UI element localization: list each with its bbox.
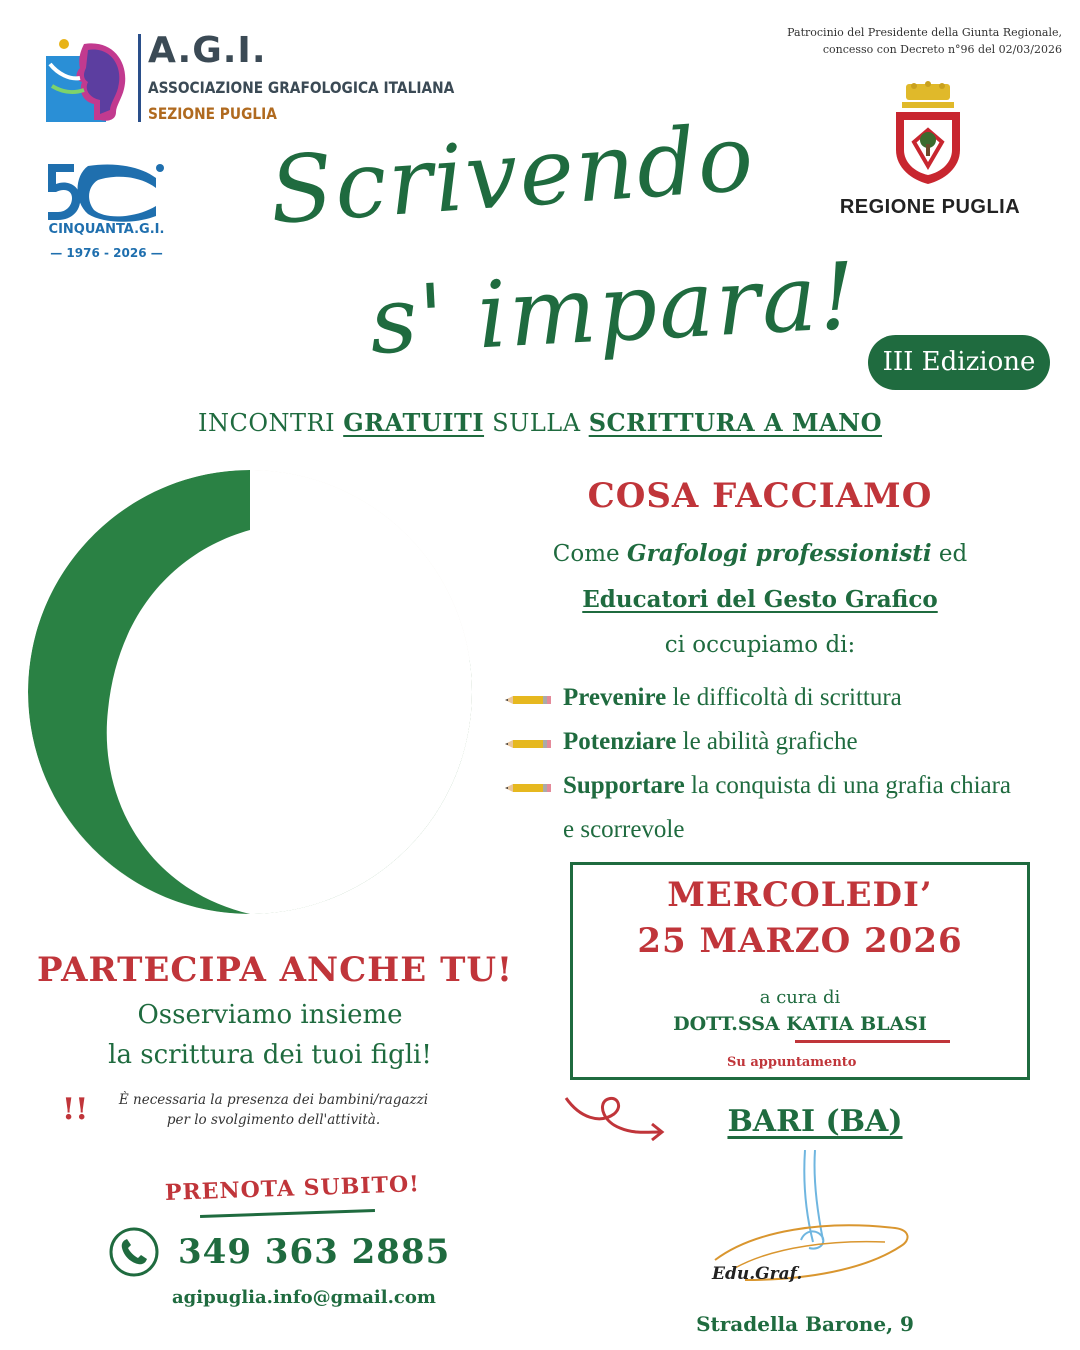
event-day: MERCOLEDI’ [667,875,933,915]
pencil-icon [505,694,551,706]
list-item [505,764,1025,852]
event-date: 25 MARZO 2026 [637,921,963,961]
alert-icon: !! [62,1092,89,1127]
street-address: Stradella Barone, 9 [696,1312,914,1336]
subtitle-bold-2: SCRITTURA A MANO [588,408,883,437]
patronage-note [742,24,1062,58]
intro-post: ed [931,541,968,567]
educators-line: Educatori del Gesto Grafico [582,586,938,613]
book-now-underline [200,1209,375,1218]
agi-section: SEZIONE PUGLIA [148,104,277,123]
region-name: REGIONE PUGLIA [839,196,1021,218]
presence-note-line-2: per lo svolgimento dell'attività. [166,1112,381,1128]
subtitle-part-1: INCONTRI [197,409,344,437]
agi-logo-separator [138,34,141,122]
list-item [505,720,1025,764]
agi-full-name: ASSOCIAZIONE GRAFOLOGICA ITALIANA [148,78,455,97]
cinquant-label: CINQUANTA.G.I. [48,222,165,237]
activity-bold: Prevenire [563,684,667,711]
patronage-line-2: concesso con Decreto n°96 del 02/03/2026 [822,43,1062,56]
subtitle-bold-1: GRATUITI [343,408,485,437]
title-line-2: s' impara! [367,242,861,375]
curly-arrow-icon [560,1088,670,1148]
intro-pre: Come [552,541,627,567]
participate-line-1: Osserviamo insieme [137,1000,403,1030]
activities-list [505,676,1025,852]
cinquant-agi-logo [44,162,174,282]
edugraf-logo-icon [705,1150,915,1310]
edugraf-logo-text: Edu.Graf. [712,1264,803,1284]
agi-face-logo-icon [44,34,132,124]
activity-rest: la conquista di una grafia chiara e scorrevole [563,772,1012,843]
activity-bold: Supportare [563,772,685,799]
edition-badge: III Edizione [868,335,1050,390]
title-line-1: Scrivendo [266,104,759,245]
phone-number[interactable]: 349 363 2885 [178,1232,451,1272]
pencil-icon [505,782,551,794]
book-now-label: PRENOTA SUBITO! [164,1171,421,1206]
pencil-icon [505,738,551,750]
participate-line-2: la scrittura dei tuoi figli! [108,1040,432,1070]
cinquant-years: — 1976 - 2026 — [50,246,163,260]
event-by: a cura di [759,987,841,1008]
patronage-line-1: Patrocinio del Presidente della Giunta Regionale, [787,26,1062,39]
phone-icon [108,1226,160,1278]
occupy-line: ci occupiamo di: [664,632,856,658]
activity-bold: Potenziare [563,728,677,755]
event-doctor: DOTT.SSA KATIA BLASI [673,1013,927,1035]
subtitle [0,408,1080,437]
email-address[interactable]: agipuglia.info@gmail.com [172,1287,436,1308]
child-writing-photo [28,470,472,914]
agi-name: A.G.I. [148,30,267,71]
subtitle-part-2: SULLA [484,409,589,437]
presence-note [96,1090,451,1130]
intro-emphasis: Grafologi professionisti [626,540,932,567]
what-we-do-heading: COSA FACCIAMO [587,476,933,516]
activity-rest: le difficoltà di scrittura [666,684,902,711]
list-item [505,676,1025,720]
participate-heading: PARTECIPA ANCHE TU! [37,950,513,990]
doctor-underline [795,1040,950,1043]
activity-rest: le abilità grafiche [676,728,858,755]
agi-logo [44,30,455,128]
event-date-box [570,862,1030,1080]
city-name: BARI (BA) [727,1104,903,1139]
fifty-logo-icon [44,162,169,222]
regione-puglia-crest-icon [890,80,966,188]
intro-line [520,540,1000,567]
presence-note-line-1: È necessaria la presenza dei bambini/ragazzi [118,1092,429,1108]
appointment-note: Su appuntamento [727,1055,857,1070]
